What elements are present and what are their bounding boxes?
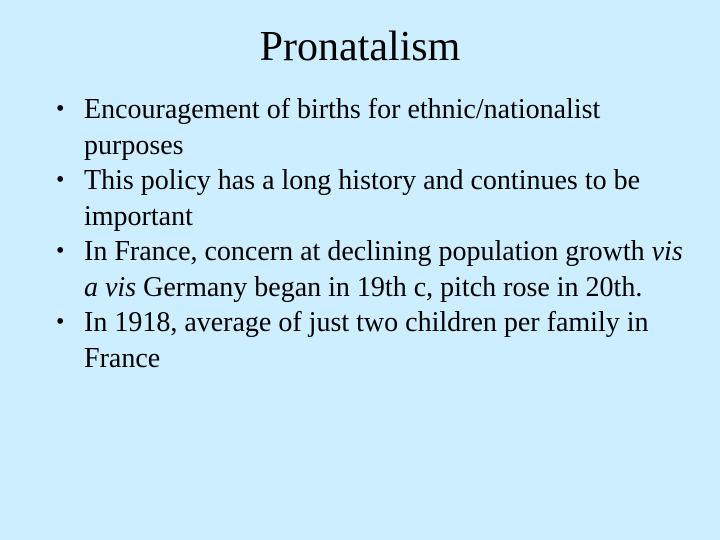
- bullet-text-3: [84, 236, 683, 303]
- bullet-item-1: [52, 92, 692, 163]
- bullet-item-2: [52, 163, 692, 234]
- bullet-item-4: [52, 305, 692, 376]
- bullet-text-3-part-2: Germany began in 19th c, pitch rose in 20th.: [136, 271, 643, 303]
- bullet-marker: •: [56, 309, 65, 335]
- slide-title: Pronatalism: [259, 24, 461, 70]
- bullet-marker: •: [56, 96, 65, 122]
- bullet-marker: •: [56, 167, 65, 193]
- bullet-text-4: In 1918, average of just two children per family in France: [84, 307, 649, 374]
- bullet-text-1: Encouragement of births for ethnic/nationalist purposes: [84, 94, 601, 161]
- bullet-text-3-italic: vis a vis: [84, 236, 683, 303]
- bullet-text-2: This policy has a long history and continues to be important: [84, 165, 641, 232]
- bullet-list: [52, 92, 692, 376]
- bullet-marker: •: [56, 238, 65, 264]
- bullet-text-3-part-1: In France, concern at declining population growth: [84, 236, 652, 267]
- bullet-item-3: [52, 234, 692, 305]
